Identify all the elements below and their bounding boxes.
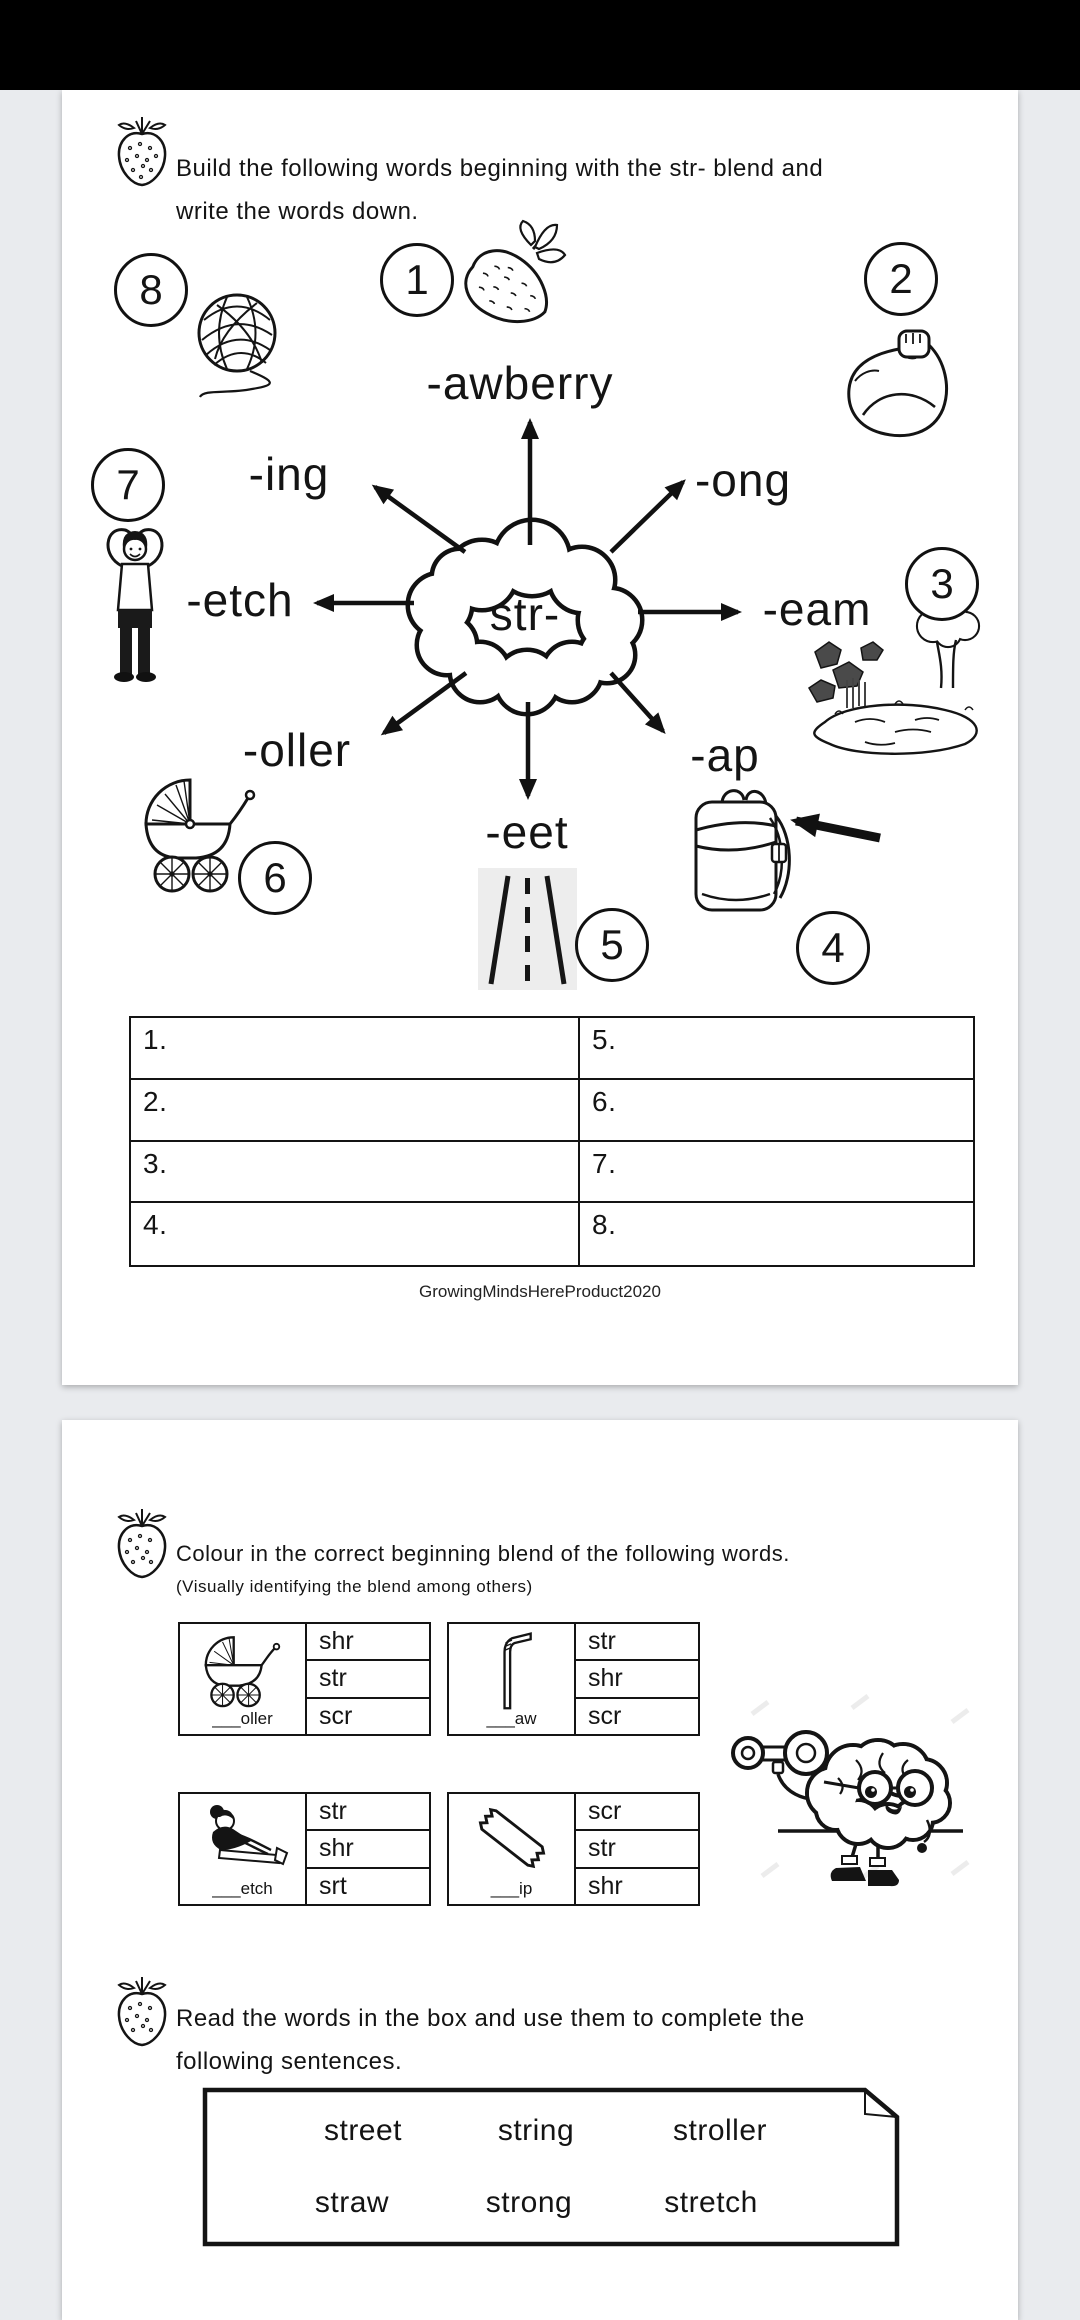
- stroller-pram-icon: [193, 1628, 293, 1708]
- blend-word-label: ___ip: [490, 1879, 533, 1898]
- number-badge-8: 8: [114, 253, 188, 327]
- word-item: strong: [485, 2186, 573, 2219]
- table-cell-2: 2.: [131, 1080, 580, 1142]
- number-badge-2: 2: [864, 242, 938, 316]
- word-item: stretch: [664, 2186, 758, 2219]
- blend-options: [307, 1624, 429, 1734]
- spoke-label-eet: -eet: [485, 806, 569, 858]
- stream-scene-image: [795, 592, 990, 768]
- blend-options: [576, 1624, 698, 1734]
- blend-image-cell: [180, 1794, 307, 1904]
- instruction-line-1: Build the following words beginning with the str- blend and: [176, 155, 824, 182]
- number-badge-1: 1: [380, 243, 454, 317]
- word-item: string: [497, 2114, 575, 2147]
- person-stretching-image: [95, 518, 175, 685]
- table-cell-8: 8.: [592, 1209, 617, 1241]
- spoke-label-ing: -ing: [248, 448, 330, 500]
- blend-word-label: ___oller: [212, 1709, 273, 1728]
- backpack-strap-image: [690, 780, 797, 917]
- number-badge-3: 3: [905, 547, 979, 621]
- blend-box-etch: [178, 1792, 431, 1906]
- blend-word-label: ___aw: [486, 1709, 537, 1728]
- blend-option: scr: [307, 1697, 429, 1734]
- worksheet-page-1: [62, 90, 1018, 1385]
- cloud-center-label: str-: [489, 588, 561, 640]
- blend-box-aw: [447, 1622, 700, 1736]
- blend-option: str: [319, 1797, 347, 1826]
- word-box: [202, 2087, 900, 2247]
- blend-option: srt: [307, 1867, 429, 1904]
- blend-option: scr: [576, 1697, 698, 1734]
- word-item: straw: [314, 2186, 390, 2219]
- paper-strip-icon: [462, 1798, 562, 1878]
- word-box-border: [202, 2087, 900, 2247]
- blend-options: [576, 1794, 698, 1904]
- word-item: street: [323, 2114, 403, 2147]
- ball-of-string-image: [192, 285, 282, 403]
- strawberry-image: [455, 215, 570, 345]
- instruction-line-2: write the words down.: [176, 198, 419, 225]
- blend-option: shr: [576, 1659, 698, 1696]
- spoke-label-ap: -ap: [690, 729, 760, 781]
- blend-option: str: [588, 1627, 616, 1656]
- spoke-label-awberry: -awberry: [426, 357, 614, 409]
- blend-option: str: [576, 1829, 698, 1866]
- strawberry-bullet-icon: [110, 1504, 174, 1582]
- table-cell-7: 7.: [580, 1142, 973, 1204]
- girl-stretching-icon: [193, 1798, 293, 1872]
- table-cell-4: 4.: [131, 1203, 580, 1265]
- blend-option: shr: [319, 1627, 354, 1656]
- table-cell-3: 3.: [131, 1142, 580, 1204]
- section-subheading: (Visually identifying the blend among others): [176, 1577, 533, 1596]
- spoke-label-eam: -eam: [762, 583, 872, 635]
- blend-option: shr: [576, 1867, 698, 1904]
- blend-word-label: ___etch: [212, 1879, 273, 1898]
- backpack-strap-arrow: [796, 821, 880, 838]
- drinking-straw-icon: [482, 1628, 542, 1712]
- blend-image-cell: [449, 1624, 576, 1734]
- word-item: stroller: [672, 2114, 768, 2147]
- blend-option: str: [307, 1659, 429, 1696]
- footer-credit: GrowingMindsHereProduct2020: [419, 1282, 661, 1301]
- status-bar: [0, 0, 1080, 90]
- road-street-image: [478, 868, 577, 990]
- number-badge-5: 5: [575, 908, 649, 982]
- spoke-label-ong: -ong: [694, 454, 792, 506]
- number-badge-6: 6: [238, 841, 312, 915]
- muscle-arm-image: [815, 323, 955, 463]
- spoke-label-etch: -etch: [186, 574, 294, 626]
- spoke-label-oller: -oller: [242, 724, 352, 776]
- table-cell-1: 1.: [131, 1018, 580, 1080]
- number-badge-7: 7: [91, 448, 165, 522]
- strawberry-bullet-icon: [110, 1972, 174, 2050]
- section2-text: [176, 1997, 805, 2083]
- section-heading: Colour in the correct beginning blend of the following words.: [176, 1541, 790, 1566]
- answer-table: [129, 1016, 975, 1267]
- blend-options: [307, 1794, 429, 1904]
- worksheet-page-2: [62, 1420, 1018, 2320]
- number-badge-4: 4: [796, 911, 870, 985]
- brain-weightlifting-image: [728, 1678, 990, 1902]
- table-cell-6: 6.: [580, 1080, 973, 1142]
- section2-line-1: Read the words in the box and use them to complete the: [176, 2005, 805, 2032]
- blend-box-ip: [447, 1792, 700, 1906]
- blend-option: shr: [307, 1829, 429, 1866]
- blend-option: scr: [588, 1797, 622, 1826]
- blend-box-oller: [178, 1622, 431, 1736]
- table-cell-5: 5.: [580, 1018, 973, 1080]
- section2-line-2: following sentences.: [176, 2048, 403, 2075]
- blend-image-cell: [180, 1624, 307, 1734]
- blend-image-cell: [449, 1794, 576, 1904]
